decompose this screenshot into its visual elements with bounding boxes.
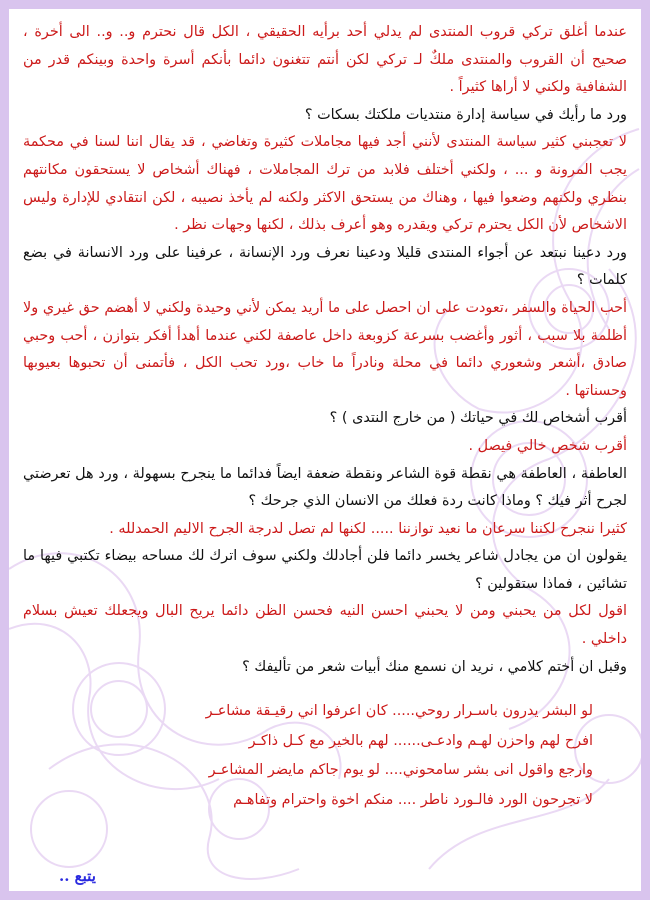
question-paragraph: أقرب أشخاص لك في حياتك ( من خارج النتدى ) ؟ [329,410,627,427]
answer-paragraph: كثيرا ننجرح لكننا سرعان ما نعيد توازننا ..... لكنها لم تصل لدرجة الجرح الاليم الحمدلله . [109,520,627,537]
question-paragraph: ورد دعينا نبتعد عن أجواء المنتدى قليلا ودعينا نعرف ورد الإنسانة ، عرفينا على ورد الانسانة في بضع كلمات ؟ [23,244,627,289]
question-paragraph: العاطفة ، العاطفة هي نقطة قوة الشاعر ونقطة ضعفة ايضاً فدائما ما ينجرح بسهولة ، ورد هل تعرضتي لجرح أثر فيك ؟ وماذا كانت ردة فعلك من الانسان الذي جرحك ؟ [23,465,627,510]
interview-text [23,19,627,815]
answer-paragraph: اقول لكل من يحبني ومن لا يحبني احسن النيه فحسن الظن دائما يريح البال ويجعلك تعيش بسلام داخلي . [23,603,627,648]
poem-verse: لو البشر يدرون باسـرار روحي..... كان اعرفوا اني رقيـقة مشاعـر [205,703,593,720]
poem [23,697,593,815]
answer-paragraph: لا تعجبني كثير سياسة المنتدى لأنني أجد فيها مجاملات كثيرة وتغاضي ، قد يقال اننا لسنا في محكمة يجب المرونة و ... ، ولكني أختلف فلابد من ترك المجاملات ، فهناك أشخاص لا يستحقون مكانتهم بنظري ولكنهم وضعوا فيها ، وهناك من يستحق الاكثر ولكنه لم يأخذ نصيبه ، لكن انتقادي للإدارة وليس الاشخاص لأن الكل يحترم تركي ويقدره وهو أعرف بذلك ، لكنها وجهات نظر . [23,134,627,234]
question-paragraph: يقولون ان من يجادل شاعر يخسر دائما فلن أجادلك ولكني سوف اترك لك مساحه بيضاء تكتبي فيها ما تشائين ، فماذا ستقولين ؟ [23,548,627,592]
question-paragraph: ورد ما رأيك في سياسة إدارة منتديات ملكتك بسكات ؟ [304,106,627,123]
answer-paragraph: أقرب شخص خالي فيصل . [468,437,627,454]
poem-verse: وارجع واقول انى بشر سامحوني.... لو يوم جاكم مايضر المشاعـر [208,762,593,779]
continued-label: يتبع .. [59,867,96,885]
poem-verse: لا تجرحون الورد فالـورد ناطر .... منكم اخوة واحترام وتفاهـم [233,791,593,808]
answer-paragraph: عندما أغلق تركي قروب المنتدى لم يدلي أحد برأيه الحقيقي ، الكل قال نحترم و.. و.. الى أخرة ، صحيح أن القروب والمنتدى ملكٌ لـ تركي لكن أنتم تتغنون دائما بأنكم أسرة واحدة وبينكم قدر من الشفافية ولكني لا أراها كثيراً . [23,24,627,96]
page-frame [9,9,641,891]
question-paragraph: وقبل ان أختم كلامي ، نريد ان نسمع منك أبيات شعر من تأليفك ؟ [242,658,627,675]
poem-verse: افرح لهم واحزن لهـم وادعـى...... لهم بالخير مع كـل ذاكـر [248,732,593,749]
answer-paragraph: أحب الحياة والسفر ،تعودت على ان احصل على ما أريد يمكن لأني وحيدة ولكني لا أهضم حق غيري ولا أظلمة بلا سبب ، أثور وأغضب بسرعة كزوبعة داخل عاصفة لكني عندما أهدأ أفكر بتوازن ، أحب وحبي صادق ،أشعر وشعوري دائما في محلة ونادراً ما خاب ،ورد تحب الكل ، فأتمنى أن تحبوها بعيوبها وحسناتها . [23,299,627,399]
